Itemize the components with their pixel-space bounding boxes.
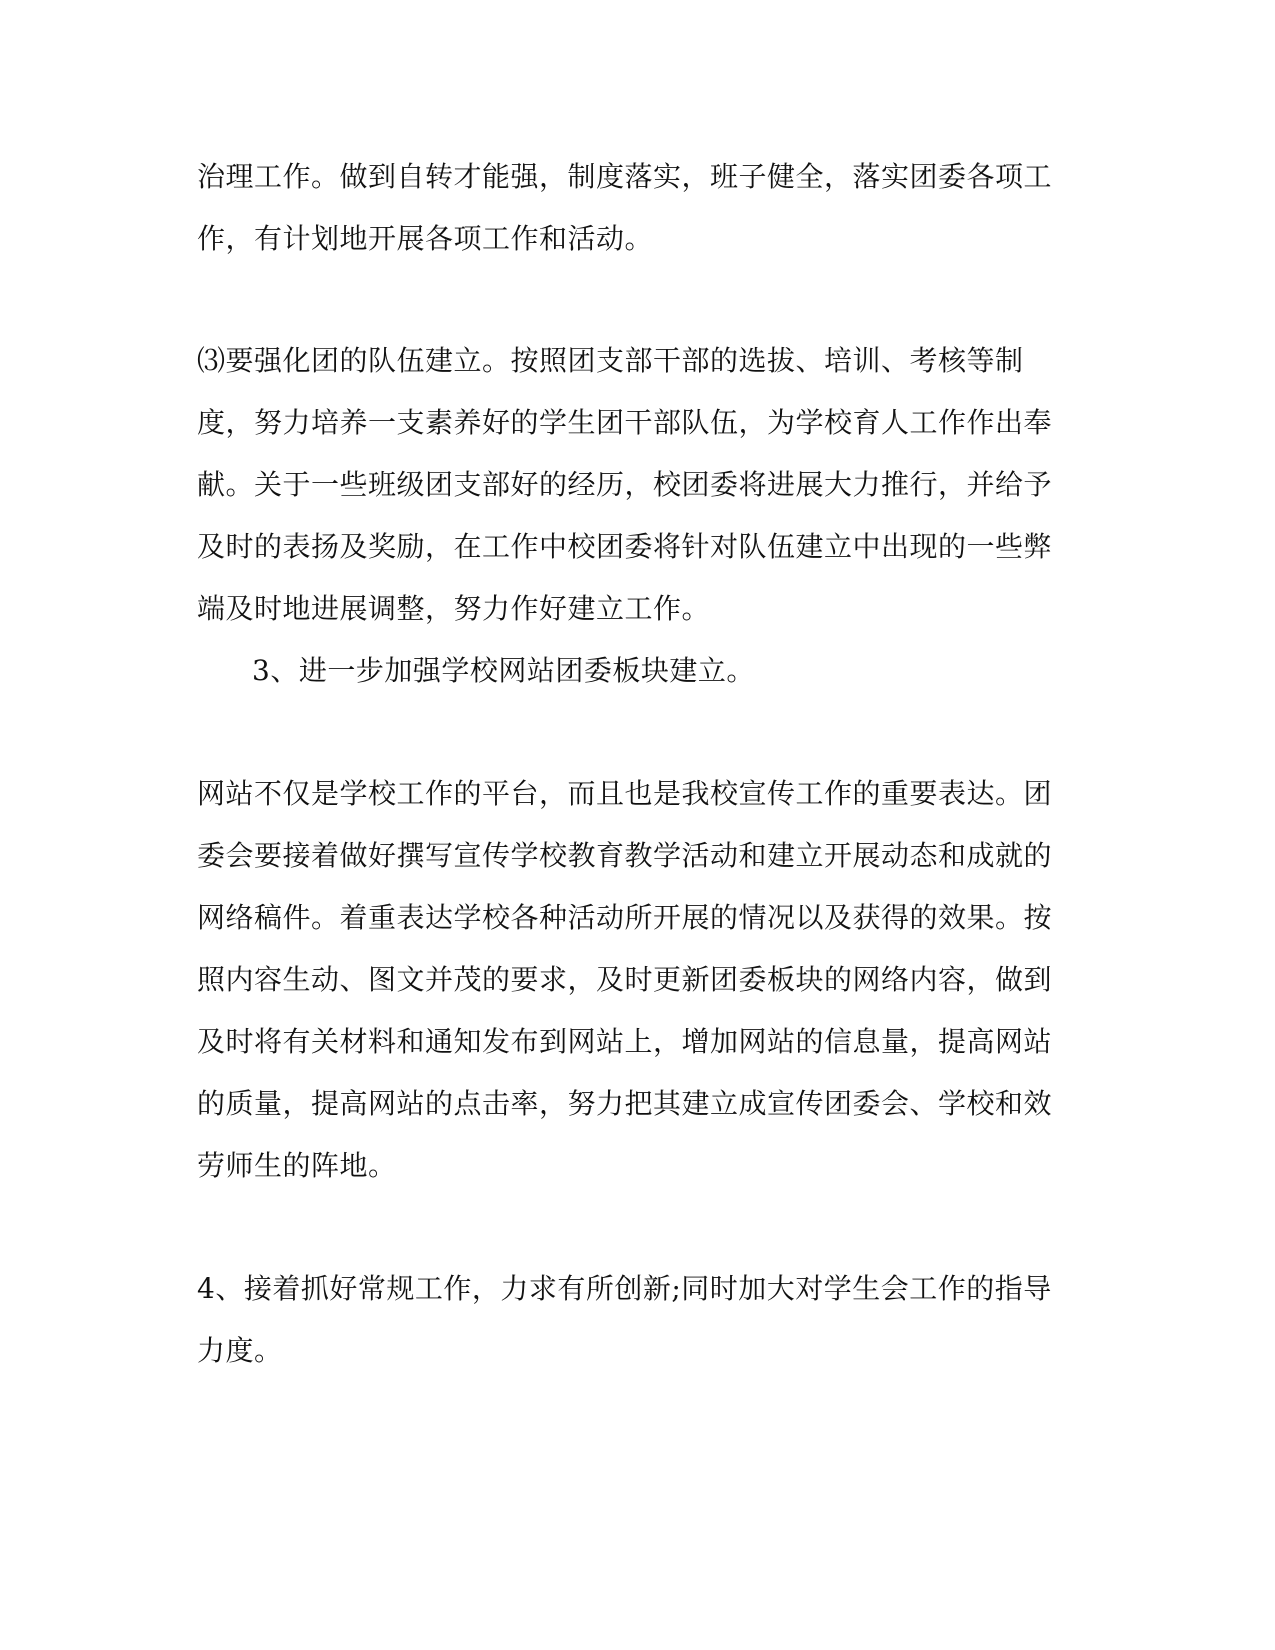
text-line: 作，有计划地开展各项工作和活动。 (197, 222, 654, 255)
text-line: 网络稿件。着重表达学校各种活动所开展的情况以及获得的效果。按 (197, 901, 1053, 934)
text-line: 网站不仅是学校工作的平台，而且也是我校宣传工作的重要表达。团 (197, 777, 1053, 810)
text-line: 及时的表扬及奖励，在工作中校团委将针对队伍建立中出现的一些弊 (197, 530, 1053, 563)
text-line: 劳师生的阵地。 (197, 1149, 397, 1182)
text-line: 献。关于一些班级团支部好的经历，校团委将进展大力推行，并给予 (197, 468, 1053, 501)
text-line: 度，努力培养一支素养好的学生团干部队伍，为学校育人工作作出奉 (197, 406, 1053, 439)
text-line: 治理工作。做到自转才能强，制度落实，班子健全，落实团委各项工 (197, 160, 1053, 193)
section-heading: 3、进一步加强学校网站团委板块建立。 (252, 654, 755, 687)
text-line: 及时将有关材料和通知发布到网站上，增加网站的信息量，提高网站 (197, 1025, 1053, 1058)
text-line: 力度。 (197, 1334, 283, 1367)
text-line: 照内容生动、图文并茂的要求，及时更新团委板块的网络内容，做到 (197, 963, 1053, 996)
text-line: 的质量，提高网站的点击率，努力把其建立成宣传团委会、学校和效 (197, 1087, 1053, 1120)
section-heading: 4、接着抓好常规工作，力求有所创新;同时加大对学生会工作的指导 (197, 1272, 1052, 1305)
text-line: ⑶要强化团的队伍建立。按照团支部干部的选拔、培训、考核等制 (197, 344, 1024, 377)
text-line: 委会要接着做好撰写宣传学校教育教学活动和建立开展动态和成就的 (197, 839, 1053, 872)
text-line: 端及时地进展调整，努力作好建立工作。 (197, 592, 711, 625)
